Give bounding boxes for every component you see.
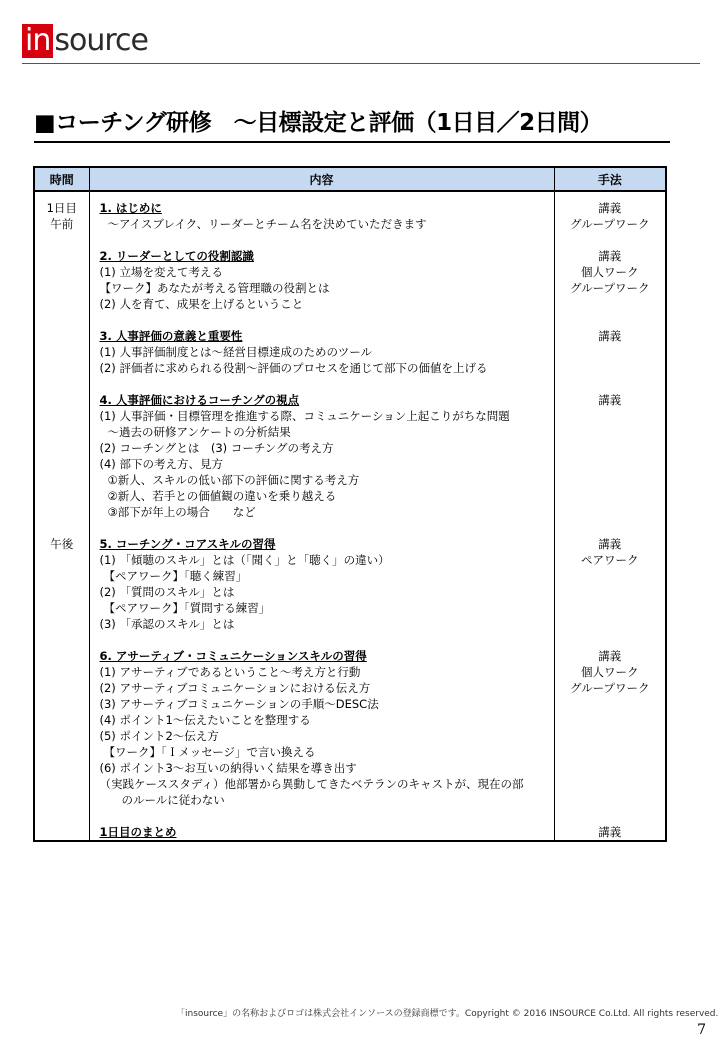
content-section-4 [100,392,550,520]
schedule-table [33,166,667,842]
section-line: (1) 人事評価制度とは～経営目標達成のためのツール [99,345,372,359]
section-line: (6) ポイント3～お互いの納得いく結果を導き出す [99,761,357,775]
table-row [34,191,666,841]
section-heading: 4. 人事評価におけるコーチングの視点 [99,393,300,407]
method-label: 講義 [598,825,622,839]
insource-logo [22,24,148,58]
section-line: のルールに従わない [121,793,225,807]
method-label: 講義 [598,537,622,551]
section-line: (2) アサーティブコミュニケーションにおける伝え方 [99,681,371,695]
section-heading: 1日目のまとめ [99,825,177,839]
time-morning: 午前 [50,217,74,231]
method-label: 講義 [598,329,622,343]
section-line: 【ペアワーク】「質問する練習」 [103,601,271,615]
logo-box-text: in [22,24,53,58]
page-number: 7 [697,1022,706,1038]
content-section-7 [100,824,550,840]
section-line: ③部下が年上の場合 など [107,505,256,519]
section-heading: 3. 人事評価の意義と重要性 [99,329,243,343]
section-line: (2) 「質問のスキル」とは [99,585,235,599]
section-heading: 2. リーダーとしての役割認識 [99,249,254,263]
method-label: 講義 [598,393,622,407]
section-line: (1) 人事評価・目標管理を推進する際、コミュニケーション上起こりがちな問題 [99,409,510,423]
content-section-1 [100,200,550,232]
section-line: (2) 人を育て、成果を上げるということ [99,297,304,311]
content-section-6 [100,648,550,808]
section-line: 【ペアワーク】「聴く練習」 [103,569,248,583]
section-line: (1) 立場を変えて考える [99,265,223,279]
section-line: 【ワーク】あなたが考える管理職の役割とは [99,281,330,295]
table-header-row [34,167,666,191]
page-title: ■コーチング研修 ～目標設定と評価（1日目／2日間） [34,110,603,136]
method-label: グループワーク [569,681,650,695]
section-line: (2) コーチングとは (3) コーチングの考え方 [99,441,334,455]
time-day: 1日目 [46,201,77,215]
section-heading: 6. アサーティブ・コミュニケーションスキルの習得 [99,649,367,663]
method-label: グループワーク [569,217,650,231]
section-heading: 5. コーチング・コアスキルの習得 [99,537,276,551]
method-label: 個人ワーク [581,265,639,279]
section-line: 【ワーク】「Ｉメッセージ」で言い換える [103,745,316,759]
content-column [89,191,554,841]
header-divider [22,63,700,64]
section-line: (4) ポイント1～伝えたいことを整理する [99,713,311,727]
section-line: (3) 「承認のスキル」とは [99,617,235,631]
time-column [34,191,89,841]
header-method: 手法 [554,167,666,191]
method-label: ペアワーク [581,553,639,567]
section-line: (3) アサーティブコミュニケーションの手順～DESC法 [99,697,379,711]
content-section-3 [100,328,550,376]
section-line: (1) アサーティブであるということ～考え方と行動 [99,665,361,679]
content-section-5 [100,536,550,632]
section-heading: 1. はじめに [99,201,162,215]
time-afternoon: 午後 [50,537,74,551]
section-line: ①新人、スキルの低い部下の評価に関する考え方 [107,473,360,487]
method-label: 講義 [598,649,622,663]
section-line: (4) 部下の考え方、見方 [99,457,223,471]
method-label: 講義 [598,201,622,215]
header-content: 内容 [89,167,554,191]
section-line: ～アイスブレイク、リーダーとチーム名を決めていただきます [107,217,427,231]
method-label: 講義 [598,249,622,263]
method-column [554,191,666,841]
section-line: ②新人、若手との価値観の違いを乗り越える [107,489,337,503]
section-line: ～過去の研修アンケートの分析結果 [107,425,291,439]
copyright-footer: 「insource」の名称およびロゴは株式会社インソースの登録商標です。Copyright © 2016 INSOURCE Co.Ltd. All rights reserved. [176,1009,719,1019]
logo-rest-text: source [54,23,148,58]
content-section-2 [100,248,550,312]
section-line: (2) 評価者に求められる役割～評価のプロセスを通じて部下の価値を上げる [99,361,488,375]
title-underline [34,141,670,143]
header-time: 時間 [34,167,89,191]
method-label: グループワーク [569,281,650,295]
section-line: (1) 「傾聴のスキル」とは（「聞く」と「聴く」の違い） [99,553,390,567]
section-line: (5) ポイント2～伝え方 [99,729,219,743]
method-label: 個人ワーク [581,665,639,679]
section-line: （実践ケーススタディ）他部署から異動してきたベテランのキャストが、現在の部 [99,777,524,791]
